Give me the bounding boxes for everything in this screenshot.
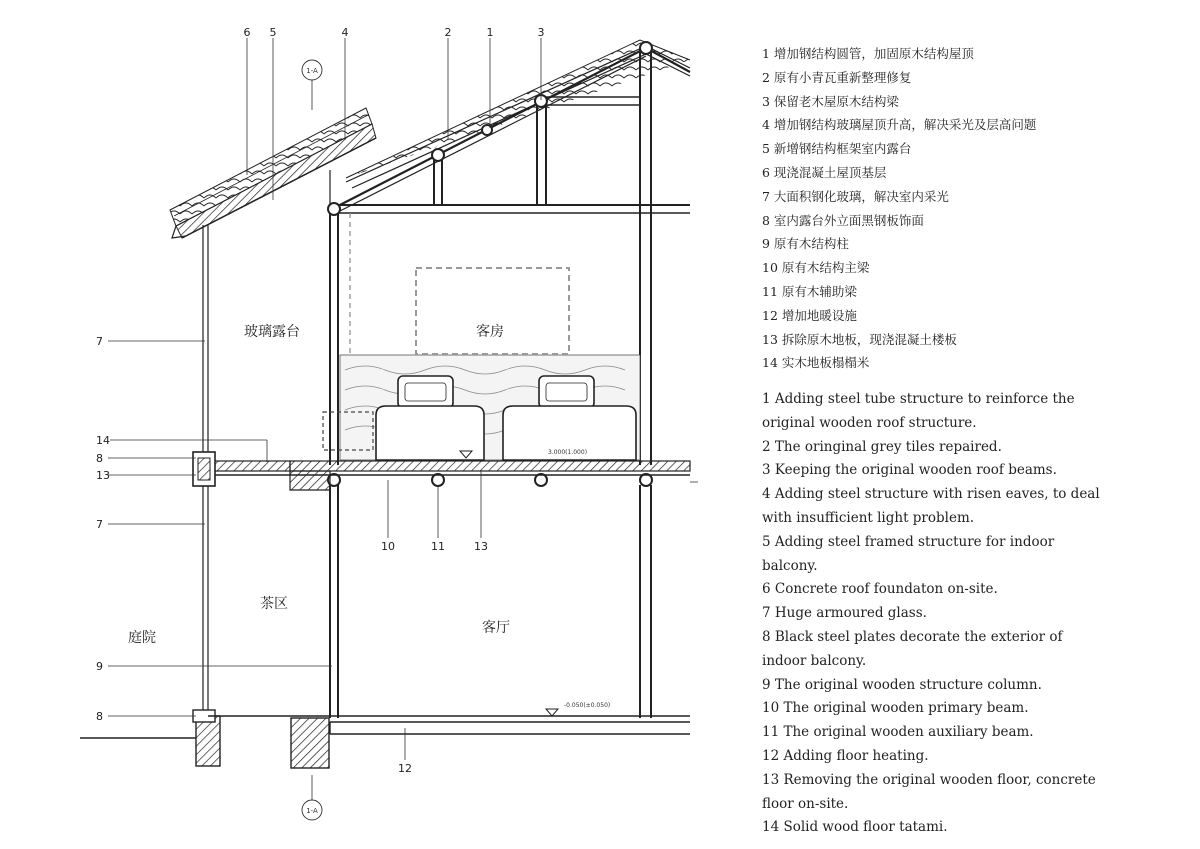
legend-cn-item: 4 增加钢结构玻璃屋顶升高，解决采光及层高问题 [762,117,1037,133]
callout-9: 9 [96,660,103,673]
room-glass-balcony: 玻璃露台 [244,324,300,340]
left-callouts [96,335,110,723]
callout-2: 2 [444,26,452,39]
svg-text:1-A: 1-A [306,807,318,815]
legend-en-item: 13 Removing the original wooden floor, concrete floor on-site. [762,771,1096,812]
legend-cn-item: 10 原有木结构主梁 [762,260,870,276]
room-guest-room: 客房 [476,324,504,340]
tall-roof [334,40,690,214]
callout-13: 13 [474,540,488,553]
legend-en-item: 1 Adding steel tube structure to reinforce the original wooden roof structure. [762,391,1075,431]
room-courtyard: 庭院 [128,630,156,646]
legend-en-item: 6 Concrete roof foundaton on-site. [762,581,998,598]
legend-en-item: 9 The original wooden structure column. [762,676,1042,693]
room-living-room: 客厅 [482,620,510,636]
ground-foundation [80,451,690,768]
callout-14: 14 [96,434,110,447]
legend-en-item: 7 Huge armoured glass. [762,605,927,622]
legend-cn-item: 2 原有小青瓦重新整理修复 [762,69,912,85]
legend-en-item: 5 Adding steel framed structure for indoor balcony. [762,533,1055,574]
legend-cn-item: 12 增加地暖设施 [762,307,857,323]
callout-3: 3 [537,26,545,39]
callout-4: 4 [341,26,349,39]
callout-12: 12 [398,762,412,775]
callout-13-left: 13 [96,469,110,482]
legend-en-item: 14 Solid wood floor tatami. [762,819,948,836]
callout-8-upper: 8 [96,452,103,465]
legend-cn-item: 6 现浇混凝土屋顶基层 [762,164,887,180]
legend-cn-item: 5 新增钢结构框架室内露台 [762,141,912,157]
section-mark-lower [302,800,322,820]
legend-cn-item: 13 拆除原木地板，现浇混凝土楼板 [762,331,957,347]
legend-cn-item: 11 原有木辅助梁 [762,283,857,299]
legend-cn-item: 14 实木地板榻榻米 [762,355,870,371]
svg-text:1-A: 1-A [306,67,318,75]
legend-cn-item: 3 保留老木屋原木结构梁 [762,93,899,109]
top-callouts [244,26,545,39]
legend-cn-item: 8 室内露台外立面黑钢板饰面 [762,212,924,228]
callout-7-lower: 7 [96,518,103,531]
callout-7-upper: 7 [96,335,103,348]
room-tea-area: 茶区 [260,596,288,612]
legend-en-item: 8 Black steel plates decorate the exterior of indoor balcony. [762,628,1063,669]
section-mark-upper [302,60,322,80]
legend-en-item: 4 Adding steel structure with risen eaves, to deal with insufficient light problem. [762,486,1100,526]
ground-elevation: -0.050(±0.050) [564,702,611,709]
callout-5: 5 [269,26,277,39]
legend-en-item: 12 Adding floor heating. [762,747,929,764]
legend-cn-item: 1 增加钢结构圆管，加固原木结构屋顶 [762,46,974,61]
legend-cn-item: 7 大面积钢化玻璃，解决室内采光 [762,188,949,204]
legend-cn-item: 9 原有木结构柱 [762,236,849,252]
callout-6: 6 [243,26,251,39]
legend-english [762,388,1102,840]
legend-chinese [762,42,1036,375]
legend-en-item: 3 Keeping the original wooden roof beams. [762,462,1057,479]
callout-10: 10 [381,540,395,553]
legend-en-item: 2 The oringinal grey tiles repaired. [762,438,1002,455]
callout-11: 11 [431,540,445,553]
legend-en-item: 10 The original wooden primary beam. [762,700,1029,717]
callout-1: 1 [486,26,494,39]
bottom-callouts [381,540,488,775]
legend-en-item: 11 The original wooden auxiliary beam. [762,724,1034,741]
callout-8-lower: 8 [96,710,103,723]
floor-elevation: 3.000(1.000) [548,449,588,456]
